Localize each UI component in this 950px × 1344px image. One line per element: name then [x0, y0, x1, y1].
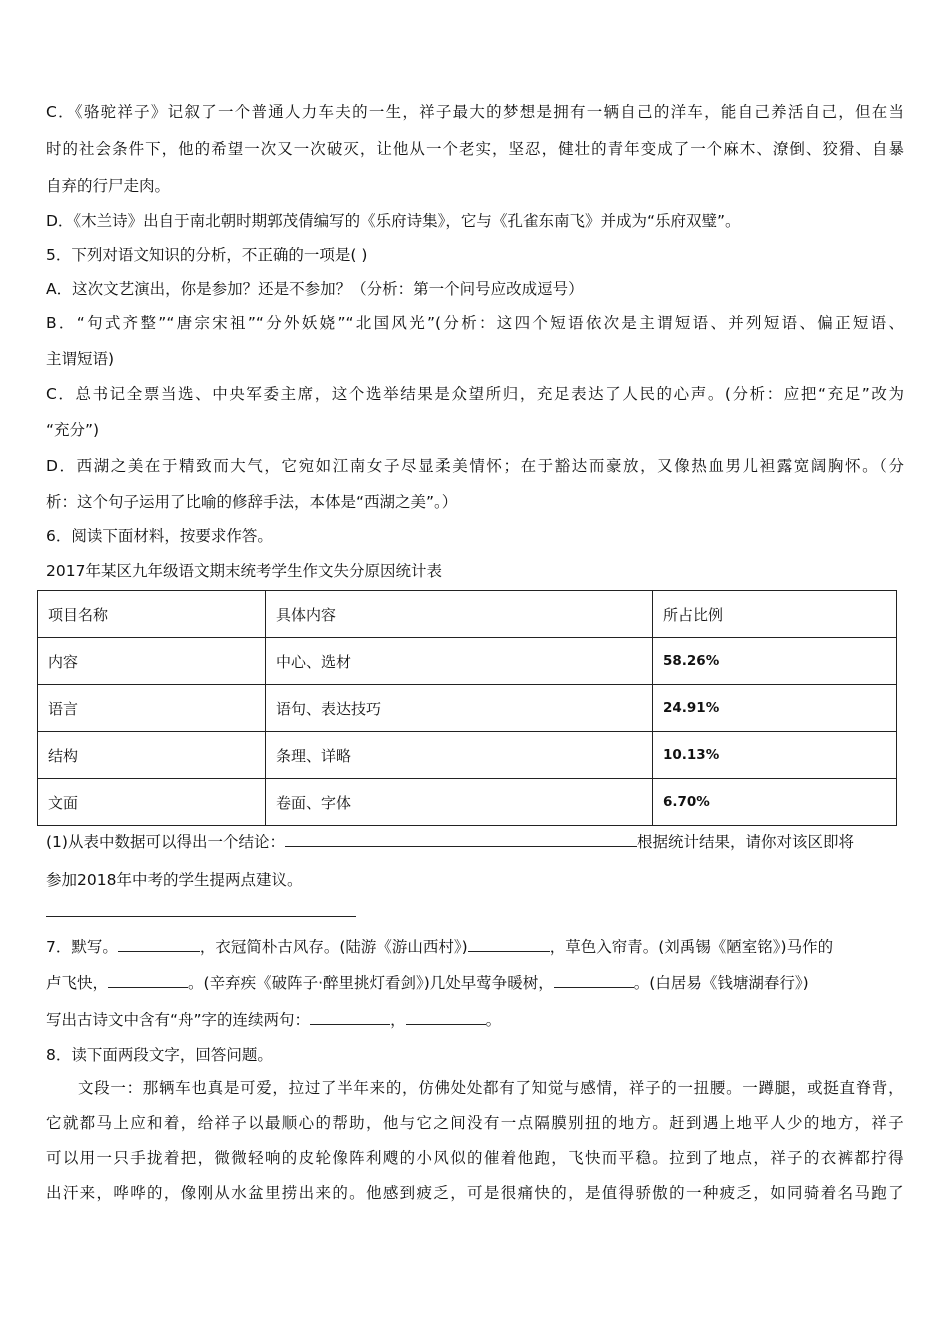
q6-sub1-line2: 参加2018年中考的学生提两点建议。 — [46, 871, 303, 889]
q6-answer-line[interactable] — [46, 902, 356, 922]
percent-cell: 24.91% — [653, 685, 897, 732]
answer-blank[interactable] — [310, 1010, 390, 1025]
q6-sub1-prompt-cont: 根据统计结果，请你对该区即将 — [636, 833, 854, 851]
q7-text: 。 — [485, 1011, 502, 1029]
answer-blank[interactable] — [554, 973, 634, 988]
answer-blank[interactable] — [406, 1010, 486, 1025]
percent-cell: 58.26% — [653, 638, 897, 685]
q7-text: 。(白居易《钱塘湖春行》) — [633, 974, 809, 992]
table-header-row — [38, 591, 897, 638]
q8-paragraph-line3: 可以用一只手拢着把，微微轻响的皮轮像阵利飕的小风似的催着他跑，飞快而平稳。拉到了地点，祥子的衣裤都拧得 — [46, 1149, 904, 1167]
statistics-table — [37, 590, 897, 826]
q7-label: 7．默写。 — [46, 938, 118, 956]
q8-paragraph-line2: 它就都马上应和着，给祥子以最顺心的帮助，他与它之间没有一点隔膜别扭的地方。赶到遇上地平人少的地方，祥子 — [46, 1114, 904, 1132]
q4-option-c-line2: 时的社会条件下，他的希望一次又一次破灭，让他从一个老实，坚忍，健壮的青年变成了一个麻木、潦倒、狡猾、自暴 — [46, 140, 904, 158]
q5-option-d-line1: D．西湖之美在于精致而大气，它宛如江南女子尽显柔美情怀；在于豁达而豪放，又像热血男儿袒露宽阔胸怀。（分 — [46, 457, 904, 475]
content-cell: 条理、详略 — [266, 732, 653, 779]
q7-text: 。(辛弃疾《破阵子·醉里挑灯看剑》)几处早莺争暖树， — [188, 974, 554, 992]
answer-blank[interactable] — [118, 937, 200, 952]
q5-option-c-line1: C．总书记全票当选、中央军委主席，这个选举结果是众望所归，充足表达了人民的心声。(分析：应把“充足”改为 — [46, 385, 904, 403]
q7-line2 — [46, 973, 809, 993]
item-cell: 语言 — [38, 685, 266, 732]
q7-line3 — [46, 1010, 501, 1030]
q7-text: ， — [390, 1011, 406, 1029]
q7-text: 卢飞快， — [46, 974, 109, 992]
item-cell: 内容 — [38, 638, 266, 685]
q4-option-c-line1: C．《骆驼祥子》记叙了一个普通人力车夫的一生，祥子最大的梦想是拥有一辆自己的洋车，能自己养活自己，但在当 — [46, 103, 904, 121]
q7-text: 写出古诗文中含有“舟”字的连续两句： — [46, 1011, 311, 1029]
table-row — [38, 732, 897, 779]
q8-stem: 8．读下面两段文字，回答问题。 — [46, 1046, 273, 1064]
content-cell: 语句、表达技巧 — [266, 685, 653, 732]
q8-paragraph-line4: 出汗来，哗哗的，像刚从水盆里捞出来的。他感到疲乏，可是很痛快的，是值得骄傲的一种疲乏，如同骑着名马跑了 — [46, 1184, 904, 1202]
q4-option-c-line3: 自弃的行尸走肉。 — [46, 177, 171, 195]
q6-stem: 6．阅读下面材料，按要求作答。 — [46, 527, 273, 545]
q5-option-d-line2: 析：这个句子运用了比喻的修辞手法，本体是“西湖之美”。） — [46, 493, 458, 511]
item-cell: 结构 — [38, 732, 266, 779]
q5-stem: 5．下列对语文知识的分析，不正确的一项是( ) — [46, 246, 368, 264]
percent-cell: 6.70% — [653, 779, 897, 826]
header-cell: 具体内容 — [266, 591, 653, 638]
answer-blank[interactable] — [285, 832, 637, 847]
percent-cell: 10.13% — [653, 732, 897, 779]
content-cell: 卷面、字体 — [266, 779, 653, 826]
q5-option-c-line2: “充分”) — [46, 421, 100, 439]
header-cell: 项目名称 — [38, 591, 266, 638]
header-cell: 所占比例 — [653, 591, 897, 638]
table-row — [38, 638, 897, 685]
item-cell: 文面 — [38, 779, 266, 826]
answer-blank[interactable] — [108, 973, 188, 988]
q5-option-b-line2: 主谓短语) — [46, 350, 115, 368]
table-row — [38, 685, 897, 732]
q6-sub1-prompt: (1)从表中数据可以得出一个结论： — [46, 833, 285, 851]
q5-option-a: A．这次文艺演出，你是参加？还是不参加？（分析：第一个问号应改成逗号） — [46, 280, 584, 298]
q7-text: ，草色入帘青。(刘禹锡《陋室铭》)马作的 — [549, 938, 834, 956]
table-title: 2017年某区九年级语文期末统考学生作文失分原因统计表 — [46, 562, 442, 580]
q6-sub1-line1 — [46, 832, 854, 852]
q7-text: ，衣冠简朴古风存。(陆游《游山西村》) — [199, 938, 468, 956]
q8-paragraph-line1: 文段一：那辆车也真是可爱，拉过了半年来的，仿佛处处都有了知觉与感情，祥子的一扭腰。一蹲腿，或挺直脊背， — [78, 1079, 904, 1097]
table-row — [38, 779, 897, 826]
q7-line1 — [46, 937, 833, 957]
q4-option-d: D．《木兰诗》出自于南北朝时期郭茂倩编写的《乐府诗集》，它与《孔雀东南飞》并成为“乐府双璧”。 — [46, 212, 741, 230]
content-cell: 中心、选材 — [266, 638, 653, 685]
q5-option-b-line1: B．“句式齐整”“唐宗宋祖”“分外妖娆”“北国风光”(分析：这四个短语依次是主谓短语、并列短语、偏正短语、 — [46, 314, 904, 332]
answer-blank[interactable] — [468, 937, 550, 952]
